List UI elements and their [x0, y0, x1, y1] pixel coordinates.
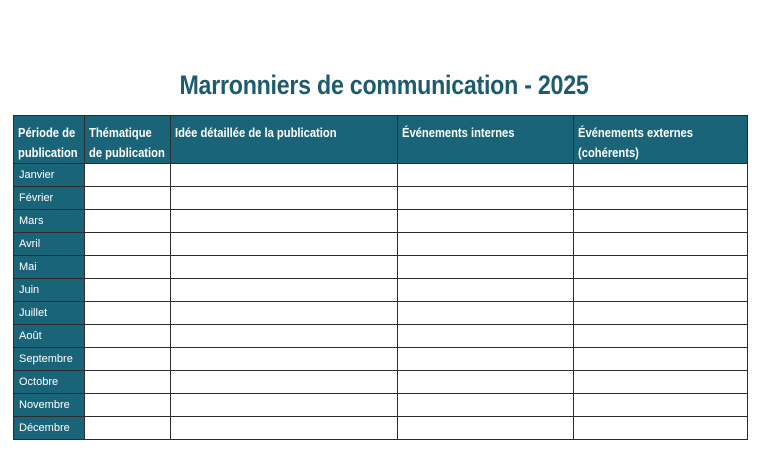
- document-title: Marronniers de communication - 2025: [179, 70, 589, 100]
- thematique-cell[interactable]: [85, 348, 171, 371]
- evenements-externes-cell[interactable]: [574, 371, 748, 394]
- header-evenements-internes: [398, 116, 574, 164]
- evenements-externes-cell[interactable]: [574, 233, 748, 256]
- month-cell: Avril: [14, 233, 85, 256]
- idee-cell[interactable]: [171, 348, 398, 371]
- evenements-internes-cell[interactable]: [398, 187, 574, 210]
- evenements-internes-cell[interactable]: [398, 256, 574, 279]
- month-cell: Septembre: [14, 348, 85, 371]
- table-row: [14, 302, 748, 325]
- month-cell: Juillet: [14, 302, 85, 325]
- month-cell: Août: [14, 325, 85, 348]
- table-row: [14, 187, 748, 210]
- evenements-externes-cell[interactable]: [574, 394, 748, 417]
- table-row: [14, 417, 748, 440]
- header-evenements-externes: [574, 116, 748, 164]
- idee-cell[interactable]: [171, 325, 398, 348]
- thematique-cell[interactable]: [85, 394, 171, 417]
- header-idee-line1: Idée détaillée de la publication: [175, 125, 337, 140]
- evenements-externes-cell[interactable]: [574, 256, 748, 279]
- evenements-internes-cell[interactable]: [398, 302, 574, 325]
- evenements-internes-cell[interactable]: [398, 210, 574, 233]
- evenements-externes-cell[interactable]: [574, 302, 748, 325]
- table-row: [14, 371, 748, 394]
- evenements-externes-cell[interactable]: [574, 325, 748, 348]
- thematique-cell[interactable]: [85, 164, 171, 187]
- idee-cell[interactable]: [171, 417, 398, 440]
- evenements-internes-cell[interactable]: [398, 348, 574, 371]
- idee-cell[interactable]: [171, 256, 398, 279]
- header-periode-publication: [14, 116, 85, 164]
- table-row: [14, 279, 748, 302]
- table-row: [14, 233, 748, 256]
- evenements-internes-cell[interactable]: [398, 233, 574, 256]
- editorial-calendar-table: [13, 115, 748, 440]
- thematique-cell[interactable]: [85, 256, 171, 279]
- evenements-internes-cell[interactable]: [398, 164, 574, 187]
- evenements-internes-cell[interactable]: [398, 279, 574, 302]
- header-thematique-line1: Thématique: [89, 125, 152, 140]
- evenements-internes-cell[interactable]: [398, 325, 574, 348]
- header-idee-detaillee: [171, 116, 398, 164]
- thematique-cell[interactable]: [85, 279, 171, 302]
- idee-cell[interactable]: [171, 371, 398, 394]
- header-externes-line2: (cohérents): [578, 145, 639, 160]
- month-cell: Novembre: [14, 394, 85, 417]
- month-cell: Mars: [14, 210, 85, 233]
- month-cell: Octobre: [14, 371, 85, 394]
- evenements-externes-cell[interactable]: [574, 348, 748, 371]
- header-periode-line2: publication: [18, 145, 78, 160]
- table-row: [14, 256, 748, 279]
- idee-cell[interactable]: [171, 164, 398, 187]
- evenements-internes-cell[interactable]: [398, 394, 574, 417]
- table-row: [14, 325, 748, 348]
- header-thematique-line2: de publication: [89, 145, 165, 160]
- thematique-cell[interactable]: [85, 325, 171, 348]
- table-body: [14, 164, 748, 440]
- evenements-internes-cell[interactable]: [398, 417, 574, 440]
- idee-cell[interactable]: [171, 233, 398, 256]
- thematique-cell[interactable]: [85, 210, 171, 233]
- month-cell: Juin: [14, 279, 85, 302]
- header-periode-line1: Période de: [18, 125, 76, 140]
- header-thematique: [85, 116, 171, 164]
- evenements-externes-cell[interactable]: [574, 279, 748, 302]
- table-row: [14, 210, 748, 233]
- thematique-cell[interactable]: [85, 302, 171, 325]
- table-row: [14, 164, 748, 187]
- idee-cell[interactable]: [171, 302, 398, 325]
- thematique-cell[interactable]: [85, 371, 171, 394]
- table-row: [14, 394, 748, 417]
- month-cell: Février: [14, 187, 85, 210]
- evenements-internes-cell[interactable]: [398, 371, 574, 394]
- thematique-cell[interactable]: [85, 417, 171, 440]
- idee-cell[interactable]: [171, 187, 398, 210]
- evenements-externes-cell[interactable]: [574, 164, 748, 187]
- idee-cell[interactable]: [171, 210, 398, 233]
- idee-cell[interactable]: [171, 394, 398, 417]
- thematique-cell[interactable]: [85, 233, 171, 256]
- evenements-externes-cell[interactable]: [574, 187, 748, 210]
- evenements-externes-cell[interactable]: [574, 417, 748, 440]
- idee-cell[interactable]: [171, 279, 398, 302]
- month-cell: Décembre: [14, 417, 85, 440]
- header-externes-line1: Événements externes: [578, 125, 693, 140]
- header-internes-line1: Événements internes: [402, 125, 515, 140]
- evenements-externes-cell[interactable]: [574, 210, 748, 233]
- table-header-row: [14, 116, 748, 164]
- thematique-cell[interactable]: [85, 187, 171, 210]
- month-cell: Mai: [14, 256, 85, 279]
- month-cell: Janvier: [14, 164, 85, 187]
- table-row: [14, 348, 748, 371]
